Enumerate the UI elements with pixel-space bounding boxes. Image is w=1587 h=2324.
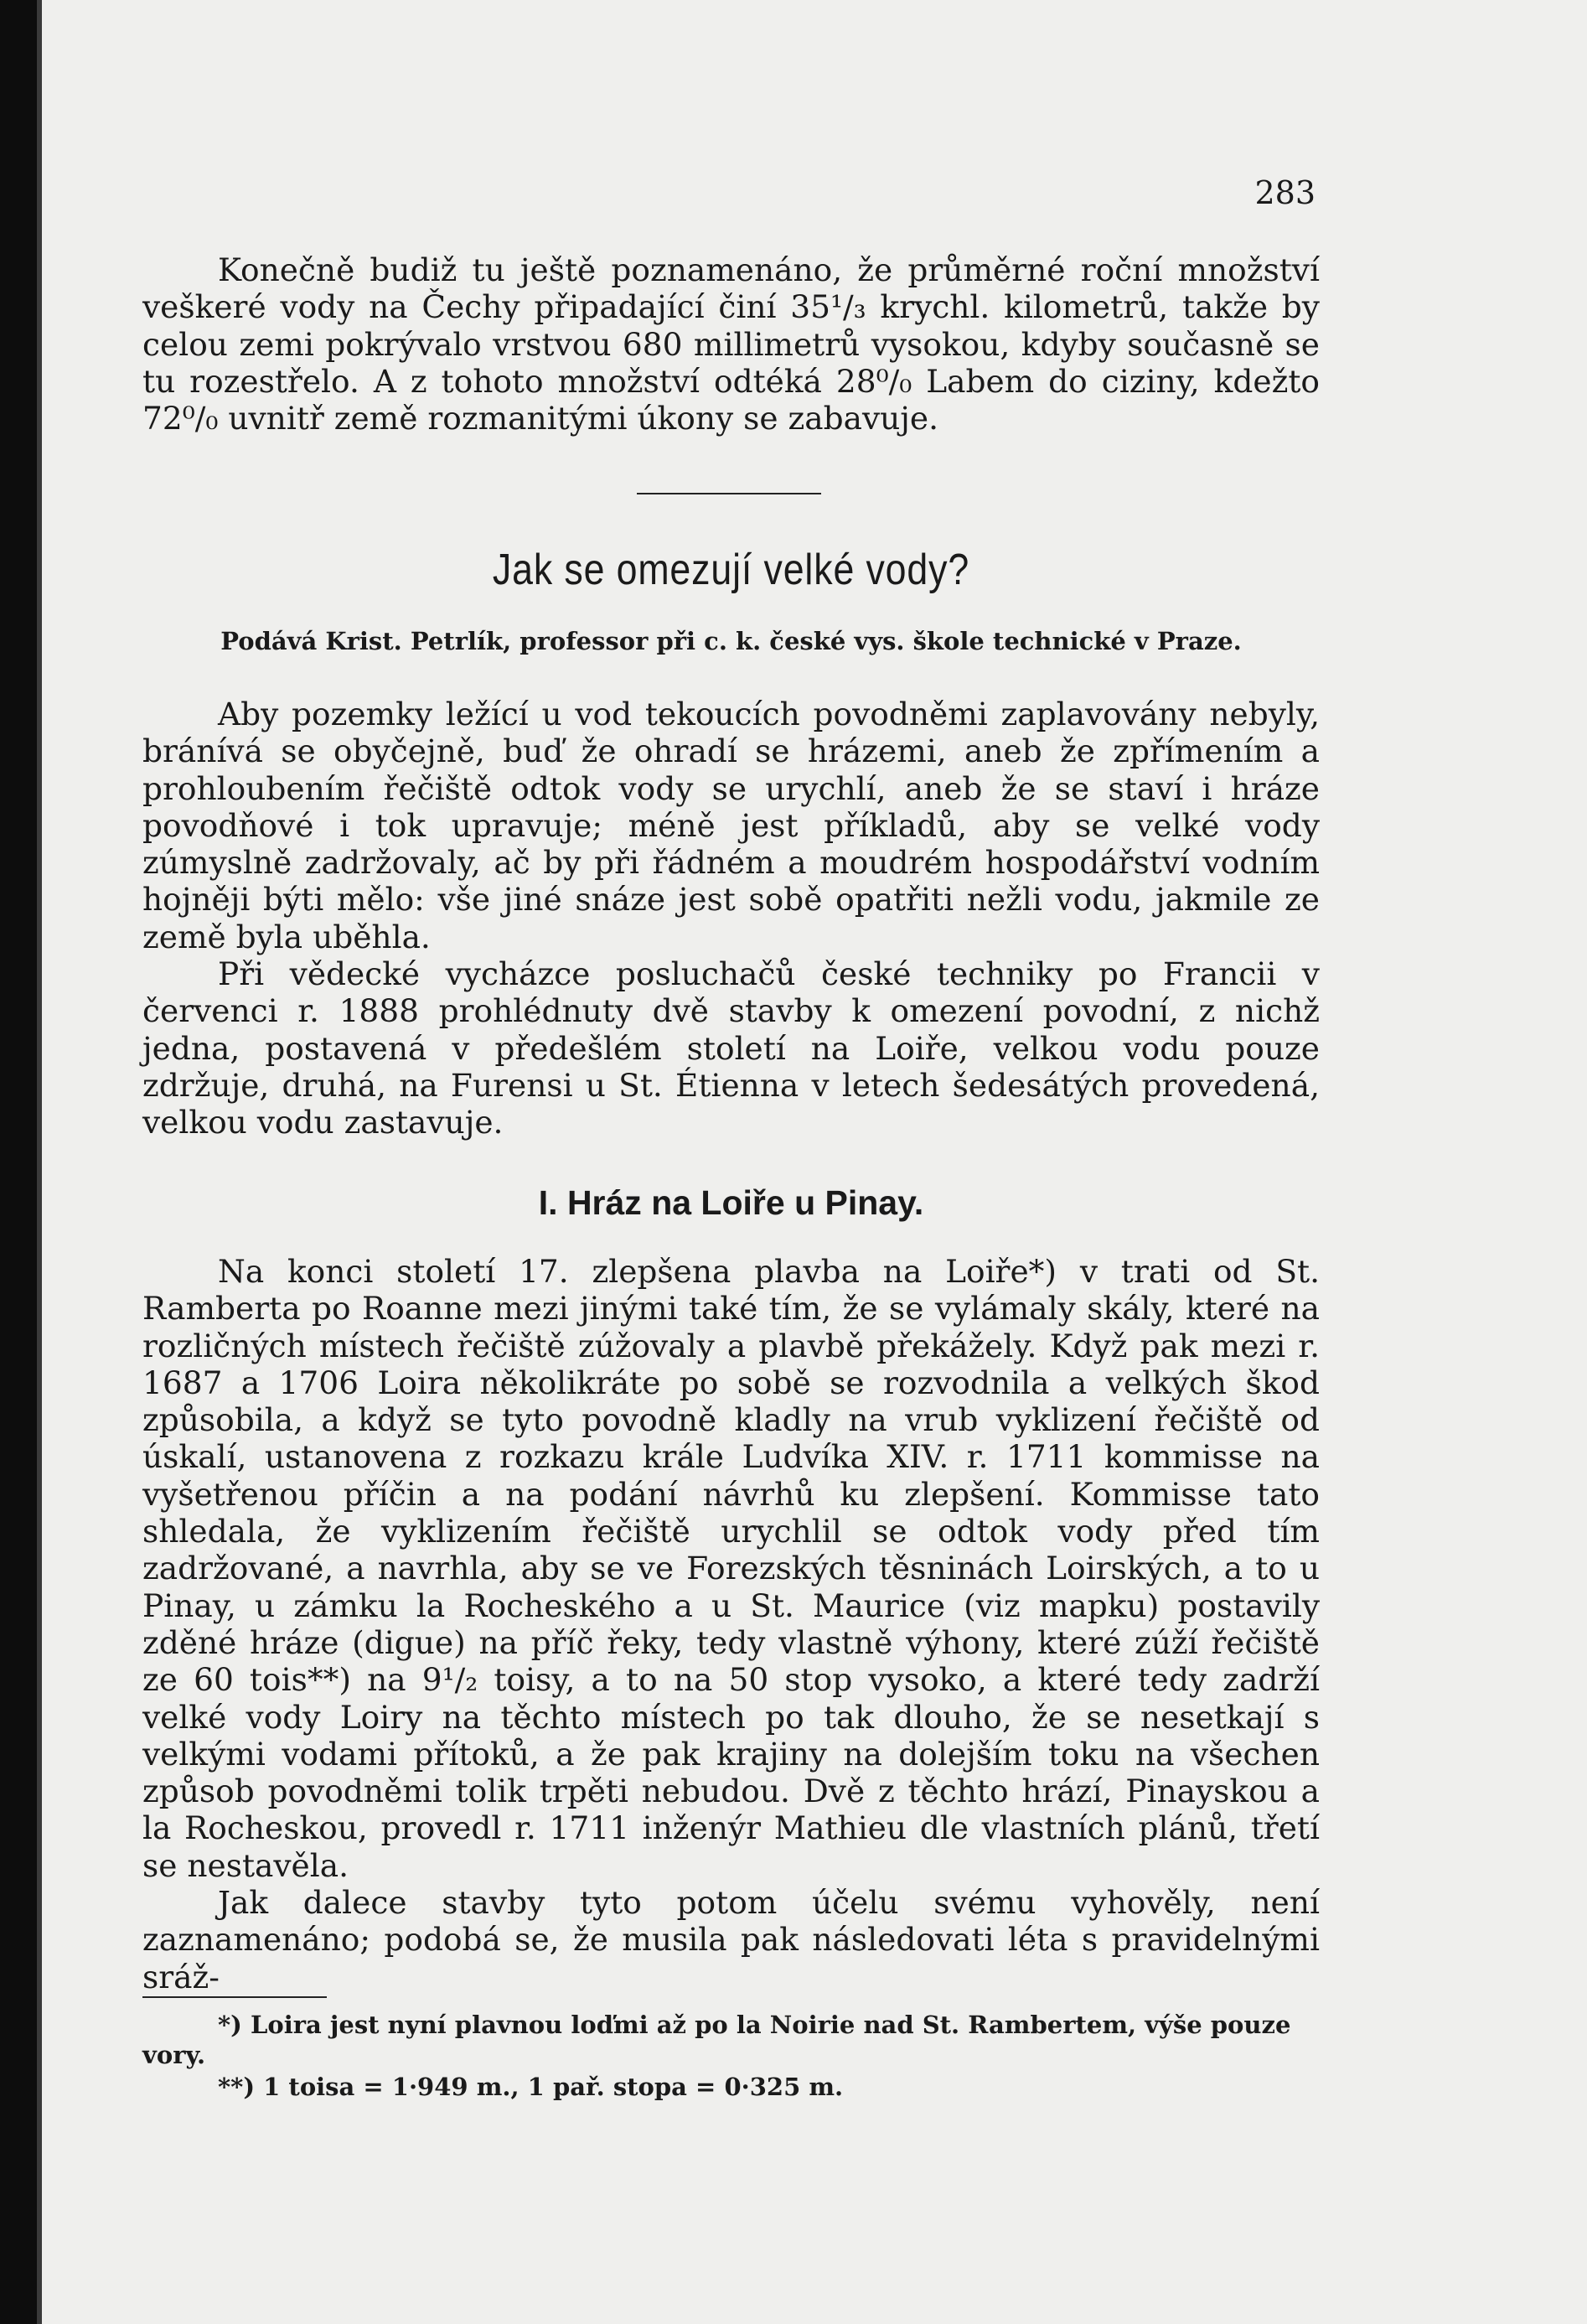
- section-paragraph-1: Na konci století 17. zlepšena plavba na Loiře*) v trati od St. Ramberta po Roanne mezi jinými také tím, že se vylámaly skály, které na rozličných místech řečiště zúžovaly a plavbě překážely. Když pak mezi r. 1687 a 1706 Loira několikráte po sobě se rozvodnila a velkých škod způsobila, a když se tyto povodně kladly na vrub vyklizení řečiště od úskalí, ustanovena z rozkazu krále Ludvíka XIV. r. 1711 kommisse na vyšetřenou příčin a na podání návrhů ku zlepšení. Kommisse tato shledala, že vyklizením řečiště urychlil se odtok vody před tím zadržované, a navrhla, aby se ve Forezských těsninách Loirských, a to u Pinay, u zámku la Rocheského a u St. Maurice (viz mapku) postavily zděné hráze (digue) na příč řeky, tedy vlastně výhony, které zúží řečiště ze 60 tois**) na 9¹/₂ toisy, a to na 50 stop vysoko, a které tedy zadrží velké vody Loiry na těchto místech po tak dlouho, že se nesetkají s velkými vodami přítoků, a že pak krajiny na dolejším toku na všechen způsob povodněmi tolik trpěti nebudou. Dvě z těchto hrází, Pinayskou a la Rocheskou, provedl r. 1711 inženýr Mathieu dle vlastních plánů, třetí se nestavěla.: [142, 1253, 1320, 1884]
- footnotes: [142, 2010, 1320, 2102]
- article-paragraph-1: Aby pozemky ležící u vod tekoucích povodněmi zaplavovány nebyly, bránívá se obyčejně, buď že ohradí se hrázemi, aneb že zpřímením a prohloubením řečiště odtok vody se urychlí, aneb že se staví i hráze povodňové i tok upravuje; méně jest příkladů, aby se velké vody zúmyslně zadržovaly, ač by při řádném a moudrém hospodářství vodním hojněji býti mělo: vše jiné snáze jest sobě opatřiti nežli vodu, jakmile ze země byla uběhla.: [142, 696, 1320, 955]
- section-paragraph-2: Jak dalece stavby tyto potom účelu svému vyhověly, není zaznamenáno; podobá se, že musila pak následovati léta s pravidelnými sráž-: [142, 1884, 1320, 1995]
- footnote-1: *) Loira jest nyní plavnou loďmi až po la Noirie nad St. Rambertem, výše pouze vory.: [142, 2011, 1291, 2069]
- footnote-2: **) 1 toisa = 1·949 m., 1 pař. stopa = 0·325 m.: [218, 2073, 844, 2101]
- page-number: 283: [1254, 174, 1316, 211]
- intro-paragraph: Konečně budiž tu ještě poznamenáno, že průměrné roční množství veškeré vody na Čechy připadající činí 35¹/₃ krychl. kilometrů, takže by celou zemi pokrývalo vrstvou 680 millimetrů vysokou, kdyby současně se tu rozestřelo. A z tohoto množství odtéká 28⁰/₀ Labem do ciziny, kdežto 72⁰/₀ uvnitř země rozmanitými úkony se zabavuje.: [142, 251, 1320, 437]
- section-title: I. Hráz na Loiře u Pinay.: [538, 1183, 924, 1222]
- footnote-rule: [142, 1996, 327, 1998]
- intro-text-block: [142, 251, 1320, 437]
- article-paragraph-2: Při vědecké vycházce posluchačů české techniky po Francii v červenci r. 1888 prohlédnuty dvě stavby k omezení povodní, z nichž jedna, postavená v předešlém století na Loiře, velkou vodu pouze zdržuje, druhá, na Furensi u St. Étienna v letech šedesátých provedená, velkou vodu zastavuje.: [142, 955, 1320, 1141]
- section-body: [142, 1253, 1320, 1995]
- article-body: [142, 696, 1320, 1141]
- article-title: Jak se omezují velké vody?: [492, 546, 970, 594]
- article-byline: Podává Krist. Petrlík, professor při c. k. české vys. škole technické v Praze.: [220, 627, 1242, 655]
- section-divider: [637, 493, 821, 494]
- book-binding: [0, 0, 37, 2324]
